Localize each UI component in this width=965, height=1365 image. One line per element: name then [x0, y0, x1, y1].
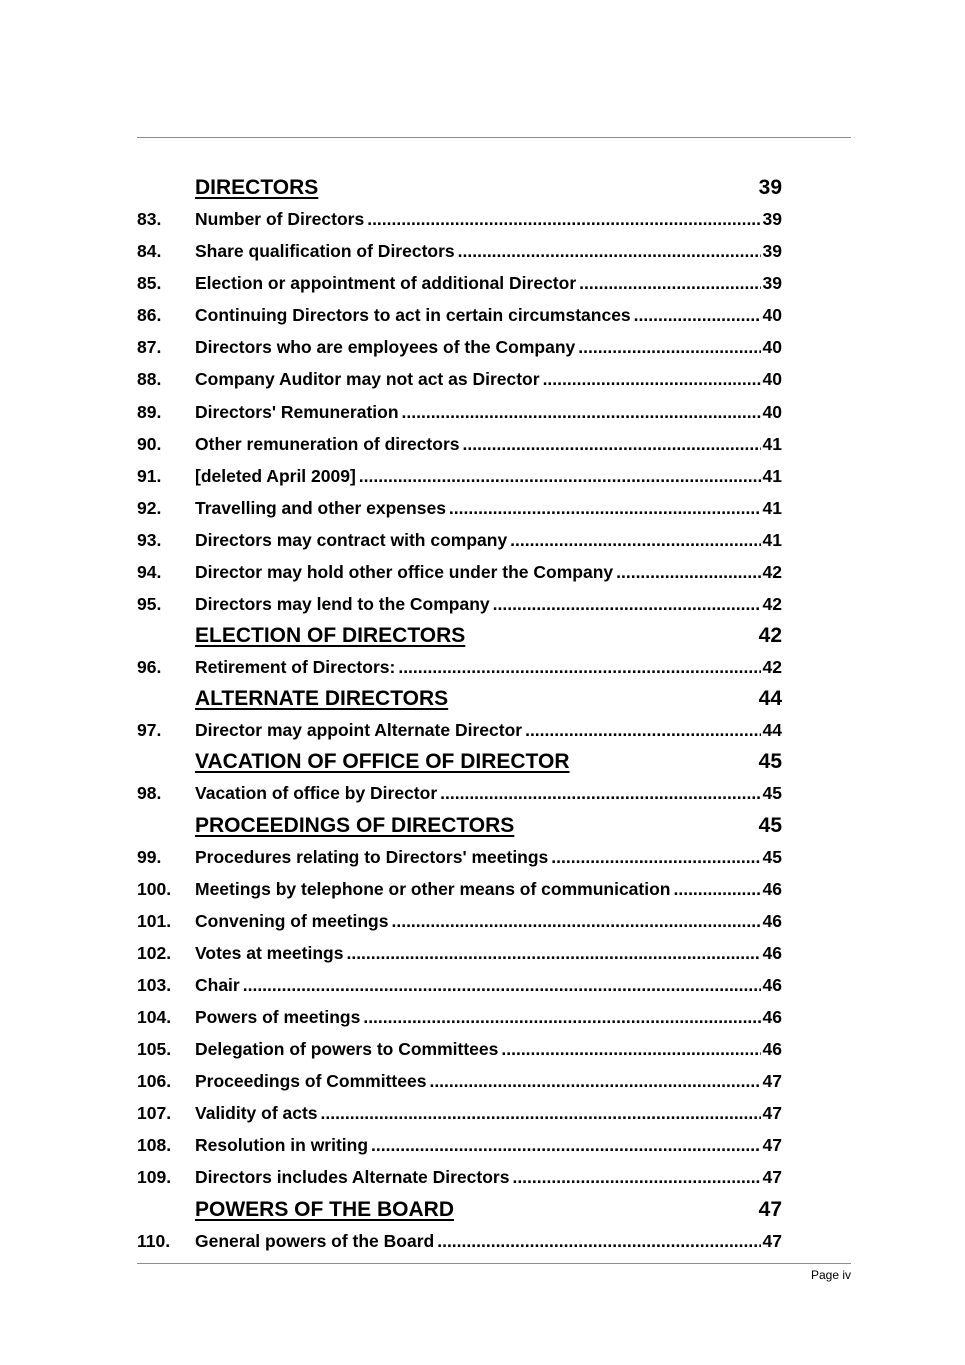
- toc-page-number: 47: [762, 1135, 782, 1156]
- toc-entry-number: 104.: [137, 1006, 172, 1027]
- toc-entry[interactable]: [137, 1129, 782, 1161]
- dot-leader: [371, 1129, 760, 1161]
- toc-entry-number: 97.: [137, 720, 162, 741]
- toc-entry-number: 99.: [137, 846, 162, 867]
- toc-page-number: 45: [758, 813, 782, 837]
- toc-page-number: 40: [762, 305, 782, 326]
- toc-entry-title: Retirement of Directors:: [195, 657, 396, 678]
- toc-entry[interactable]: [137, 460, 782, 492]
- toc-entry-number: 89.: [137, 401, 162, 422]
- dot-leader: [367, 203, 760, 235]
- toc-entry-title: Continuing Directors to act in certain circumstances: [195, 305, 631, 326]
- toc-entry[interactable]: [137, 299, 782, 331]
- toc-section-heading[interactable]: [137, 172, 782, 203]
- dot-leader: [510, 524, 760, 556]
- dot-leader: [437, 1225, 760, 1257]
- toc-entry-title: Directors' Remuneration: [195, 401, 399, 422]
- toc-page-number: 46: [762, 1006, 782, 1027]
- toc-entry-number: 105.: [137, 1039, 172, 1060]
- toc-section-title: POWERS OF THE BOARD: [195, 1197, 455, 1221]
- toc-page-number: 46: [762, 910, 782, 931]
- toc-entry-title: Convening of meetings: [195, 910, 389, 931]
- toc-page-number: 46: [762, 942, 782, 963]
- toc-entry-number: 85.: [137, 273, 162, 294]
- toc-entry[interactable]: [137, 363, 782, 395]
- toc-entry-number: 90.: [137, 433, 162, 454]
- toc-section-title: DIRECTORS: [195, 176, 319, 199]
- dot-leader: [579, 267, 760, 299]
- toc-entry-number: 108.: [137, 1135, 172, 1156]
- toc-page-number: 44: [758, 687, 782, 711]
- toc-entry[interactable]: [137, 905, 782, 937]
- toc-section-title: PROCEEDINGS OF DIRECTORS: [195, 813, 515, 837]
- toc-page-number: 45: [758, 750, 782, 774]
- toc-entry-number: 91.: [137, 465, 162, 486]
- toc-entry[interactable]: [137, 1065, 782, 1097]
- dot-leader: [543, 363, 761, 395]
- dot-leader: [512, 1161, 760, 1193]
- toc-entry-title: Votes at meetings: [195, 942, 344, 963]
- toc-entry[interactable]: [137, 1033, 782, 1065]
- toc-entry[interactable]: [137, 1001, 782, 1033]
- toc-page-number: 41: [762, 497, 782, 518]
- dot-leader: [449, 492, 761, 524]
- toc-entry[interactable]: [137, 873, 782, 905]
- dot-leader: [398, 651, 760, 683]
- dot-leader: [346, 937, 760, 969]
- toc-entry-number: 83.: [137, 209, 162, 229]
- header-rule: [137, 137, 851, 138]
- dot-leader: [359, 460, 761, 492]
- dot-leader: [440, 777, 760, 809]
- toc-entry-title: Election or appointment of additional Director: [195, 273, 577, 294]
- toc-section-title: ALTERNATE DIRECTORS: [195, 687, 449, 711]
- toc-page-number: 46: [762, 878, 782, 899]
- toc-page-number: 44: [762, 720, 782, 741]
- toc-entry-number: 92.: [137, 497, 162, 518]
- toc-page-number: 46: [762, 974, 782, 995]
- toc-entry[interactable]: [137, 1097, 782, 1129]
- toc-entry-number: 98.: [137, 783, 162, 804]
- page-number: Page iv: [810, 1268, 851, 1282]
- toc-entry[interactable]: [137, 331, 782, 363]
- dot-leader: [402, 396, 761, 428]
- toc-entry-title: Vacation of office by Director: [195, 783, 438, 804]
- dot-leader: [501, 1033, 760, 1065]
- toc-section-title: VACATION OF OFFICE OF DIRECTOR: [195, 750, 570, 774]
- toc-entry-number: 88.: [137, 369, 162, 390]
- toc-entry[interactable]: [137, 267, 782, 299]
- toc-page-number: 39: [762, 241, 782, 262]
- toc-entry-number: 96.: [137, 657, 162, 678]
- toc-entry-title: Procedures relating to Directors' meetings: [195, 846, 549, 867]
- toc-page-number: 45: [762, 783, 782, 804]
- footer-rule: [137, 1263, 851, 1264]
- dot-leader: [391, 905, 760, 937]
- toc-page-number: 42: [762, 657, 782, 678]
- toc-entry-title: Share qualification of Directors: [195, 241, 455, 262]
- toc-entry-number: 109.: [137, 1167, 172, 1188]
- toc-entry[interactable]: [137, 714, 782, 746]
- toc-entry[interactable]: [137, 937, 782, 969]
- table-of-contents: [137, 172, 782, 1257]
- toc-page-number: 45: [762, 846, 782, 867]
- toc-entry[interactable]: [137, 492, 782, 524]
- toc-page-number: 47: [762, 1167, 782, 1188]
- toc-page-number: 39: [758, 176, 782, 199]
- toc-entry-title: Director may hold other office under the Company: [195, 562, 614, 583]
- toc-page-number: 42: [758, 624, 782, 648]
- toc-page-number: 47: [762, 1103, 782, 1124]
- toc-entry[interactable]: [137, 235, 782, 267]
- toc-entry-title: General powers of the Board: [195, 1230, 435, 1251]
- toc-entry-title: Directors may lend to the Company: [195, 594, 490, 615]
- dot-leader: [363, 1001, 760, 1033]
- dot-leader: [243, 969, 761, 1001]
- toc-section-heading[interactable]: [137, 1194, 782, 1225]
- toc-page-number: 41: [762, 433, 782, 454]
- toc-section-title: ELECTION OF DIRECTORS: [195, 624, 466, 648]
- dot-leader: [616, 556, 760, 588]
- toc-entry-number: 107.: [137, 1103, 172, 1124]
- toc-entry-number: 110.: [137, 1230, 171, 1251]
- toc-entry-title: Directors may contract with company: [195, 529, 508, 550]
- toc-entry-number: 106.: [137, 1071, 172, 1092]
- dot-leader: [551, 841, 760, 873]
- toc-entry-title: Chair: [195, 974, 240, 995]
- toc-page-number: 40: [762, 337, 782, 358]
- toc-entry-title: Proceedings of Committees: [195, 1071, 427, 1092]
- toc-page-number: 42: [762, 562, 782, 583]
- toc-page-number: 46: [762, 1039, 782, 1060]
- toc-page-number: 39: [762, 209, 782, 229]
- toc-section-heading[interactable]: [137, 810, 782, 841]
- toc-entry-number: 87.: [137, 337, 162, 358]
- toc-entry[interactable]: [137, 556, 782, 588]
- toc-entry[interactable]: [137, 396, 782, 428]
- toc-page-number: 40: [762, 369, 782, 390]
- toc-entry[interactable]: [137, 651, 782, 683]
- toc-entry[interactable]: [137, 588, 782, 620]
- dot-leader: [493, 588, 761, 620]
- toc-entry-number: 86.: [137, 305, 162, 326]
- toc-entry-title: Meetings by telephone or other means of communication: [195, 878, 671, 899]
- toc-page-number: 40: [762, 401, 782, 422]
- toc-entry-title: [deleted April 2009]: [195, 465, 356, 486]
- dot-leader: [634, 299, 761, 331]
- toc-entry[interactable]: [137, 203, 782, 235]
- toc-page-number: 47: [762, 1230, 782, 1251]
- toc-entry-title: Resolution in writing: [195, 1135, 369, 1156]
- dot-leader: [525, 714, 760, 746]
- toc-entry-title: Directors includes Alternate Directors: [195, 1167, 510, 1188]
- dot-leader: [578, 331, 760, 363]
- toc-section-heading[interactable]: [137, 746, 782, 777]
- toc-entry[interactable]: [137, 777, 782, 809]
- toc-entry-number: 103.: [137, 974, 172, 995]
- toc-entry-number: 84.: [137, 241, 162, 262]
- toc-entry[interactable]: [137, 1161, 782, 1193]
- toc-entry-title: Travelling and other expenses: [195, 497, 446, 518]
- toc-entry-title: Company Auditor may not act as Director: [195, 369, 540, 390]
- toc-page-number: 42: [762, 594, 782, 615]
- toc-entry[interactable]: [137, 524, 782, 556]
- toc-entry-number: 100.: [137, 878, 172, 899]
- toc-entry-number: 95.: [137, 594, 162, 615]
- toc-entry-title: Powers of meetings: [195, 1006, 361, 1027]
- toc-entry-title: Delegation of powers to Committees: [195, 1039, 499, 1060]
- toc-entry[interactable]: [137, 1225, 782, 1257]
- toc-entry-number: 93.: [137, 529, 162, 550]
- toc-entry[interactable]: [137, 969, 782, 1001]
- toc-entry-number: 94.: [137, 562, 162, 583]
- toc-entry-title: Directors who are employees of the Company: [195, 337, 576, 358]
- toc-entry-title: Number of Directors: [195, 209, 365, 229]
- toc-entry-title: Validity of acts: [195, 1103, 318, 1124]
- toc-entry[interactable]: [137, 841, 782, 873]
- toc-entry-title: Other remuneration of directors: [195, 433, 460, 454]
- toc-page-number: 39: [762, 273, 782, 294]
- toc-entry-number: 101.: [137, 910, 172, 931]
- dot-leader: [458, 235, 761, 267]
- toc-page-number: 47: [758, 1197, 782, 1221]
- toc-page-number: 47: [762, 1071, 782, 1092]
- toc-section-heading[interactable]: [137, 683, 782, 714]
- toc-entry[interactable]: [137, 428, 782, 460]
- dot-leader: [673, 873, 760, 905]
- toc-section-heading[interactable]: [137, 620, 782, 651]
- dot-leader: [321, 1097, 761, 1129]
- toc-page-number: 41: [762, 465, 782, 486]
- dot-leader: [463, 428, 761, 460]
- dot-leader: [429, 1065, 760, 1097]
- toc-page-number: 41: [762, 529, 782, 550]
- toc-entry-title: Director may appoint Alternate Director: [195, 720, 523, 741]
- toc-entry-number: 102.: [137, 942, 172, 963]
